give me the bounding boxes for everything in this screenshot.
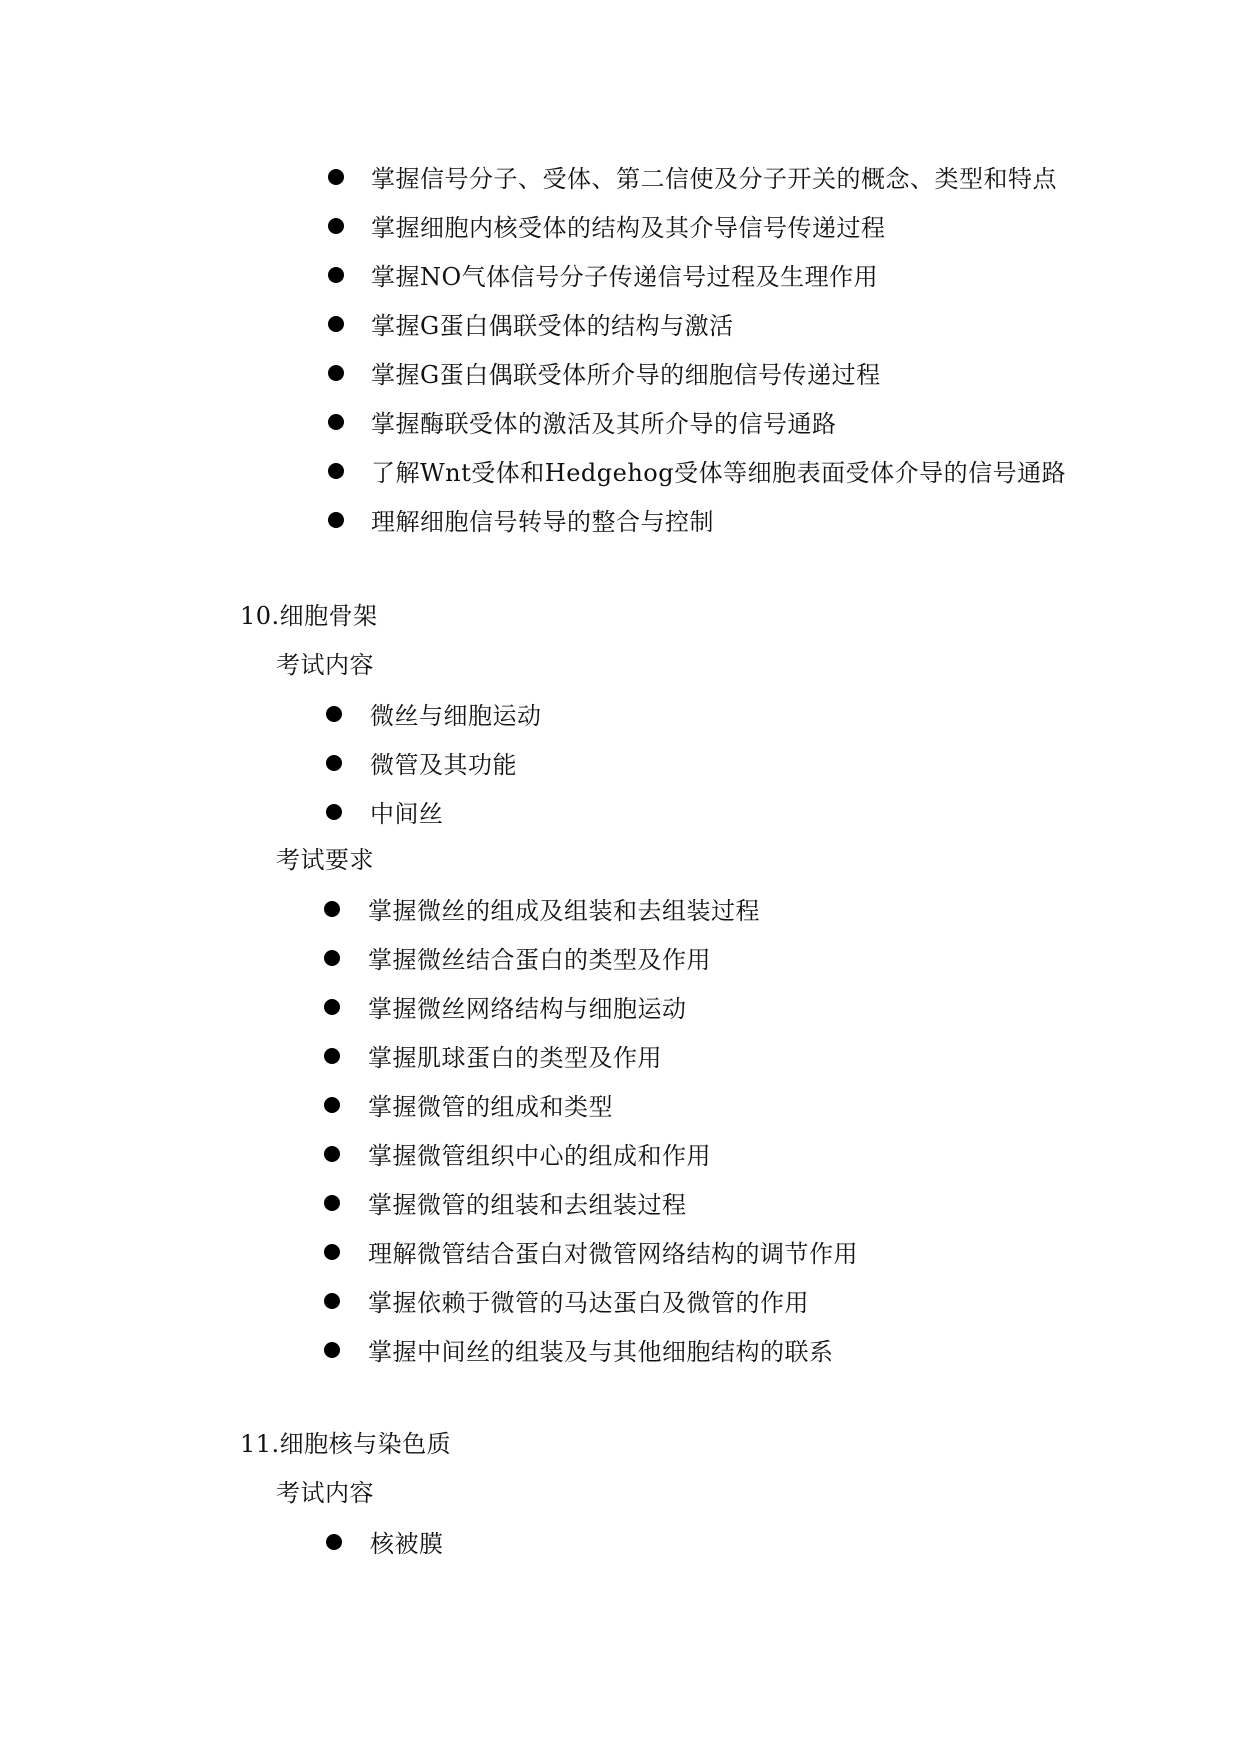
list-item-text: 理解微管结合蛋白对微管网络结构的调节作用: [368, 1240, 858, 1268]
list-item: [0, 348, 1240, 397]
bullet-icon: [324, 1048, 340, 1064]
list-item-text: 理解细胞信号转导的整合与控制: [371, 508, 714, 536]
bullet-icon: [326, 755, 342, 771]
bullet-icon: [326, 706, 342, 722]
list-item: [0, 201, 1240, 250]
list-item: [0, 933, 1240, 982]
bullet-icon: [328, 267, 344, 283]
list-item: [0, 299, 1240, 348]
list-item-text: 核被膜: [370, 1530, 444, 1558]
bullet-icon: [326, 1534, 342, 1550]
bullet-icon: [324, 1146, 340, 1162]
list-item-text: 掌握微管组织中心的组成和作用: [368, 1142, 711, 1170]
bullet-icon: [328, 365, 344, 381]
list-item-text: 微管及其功能: [370, 751, 517, 779]
exam-content-label: 考试内容: [276, 1479, 374, 1507]
list-item: [0, 1031, 1240, 1080]
list-item: [0, 1276, 1240, 1325]
list-item-text: 掌握NO气体信号分子传递信号过程及生理作用: [371, 263, 879, 291]
bullet-icon: [328, 218, 344, 234]
list-item: [0, 689, 1240, 738]
list-item: [0, 1178, 1240, 1227]
bullet-icon: [328, 169, 344, 185]
exam-requirements-label: 考试要求: [276, 846, 374, 874]
list-item: [0, 446, 1240, 495]
bullet-icon: [324, 1342, 340, 1358]
bullet-icon: [324, 950, 340, 966]
list-item: [0, 982, 1240, 1031]
list-item-text: 掌握G蛋白偶联受体所介导的细胞信号传递过程: [371, 361, 881, 389]
bullet-icon: [324, 1195, 340, 1211]
list-item-text: 掌握酶联受体的激活及其所介导的信号通路: [371, 410, 837, 438]
list-item: [0, 738, 1240, 787]
bullet-icon: [328, 512, 344, 528]
list-item-text: 掌握微管的组装和去组装过程: [368, 1191, 687, 1219]
section-title: 10.细胞骨架: [240, 602, 378, 630]
bullet-icon: [324, 999, 340, 1015]
bullet-icon: [324, 1293, 340, 1309]
bullet-icon: [326, 804, 342, 820]
list-item: [0, 787, 1240, 836]
bullet-icon: [328, 414, 344, 430]
list-item-text: 掌握微丝的组成及组装和去组装过程: [368, 897, 760, 925]
list-item: [0, 1129, 1240, 1178]
bullet-icon: [328, 463, 344, 479]
list-item-text: 掌握肌球蛋白的类型及作用: [368, 1044, 662, 1072]
bullet-icon: [328, 316, 344, 332]
list-item: [0, 884, 1240, 933]
exam-content-label: 考试内容: [276, 651, 374, 679]
list-item-text: 掌握依赖于微管的马达蛋白及微管的作用: [368, 1289, 809, 1317]
list-item: [0, 1080, 1240, 1129]
bullet-icon: [324, 1097, 340, 1113]
bullet-icon: [324, 901, 340, 917]
section9-requirements-list: [0, 152, 1240, 544]
section10-content-list: [0, 689, 1240, 836]
list-item-text: 掌握中间丝的组装及与其他细胞结构的联系: [368, 1338, 834, 1366]
section10-requirements-list: [0, 884, 1240, 1374]
bullet-icon: [324, 1244, 340, 1260]
list-item-text: 掌握G蛋白偶联受体的结构与激活: [371, 312, 734, 340]
list-item: [0, 1517, 1240, 1566]
list-item: [0, 397, 1240, 446]
list-item: [0, 1227, 1240, 1276]
list-item: [0, 1325, 1240, 1374]
list-item-text: 微丝与细胞运动: [370, 702, 542, 730]
list-item-text: 掌握微丝网络结构与细胞运动: [368, 995, 687, 1023]
list-item-text: 掌握微管的组成和类型: [368, 1093, 613, 1121]
list-item-text: 掌握微丝结合蛋白的类型及作用: [368, 946, 711, 974]
list-item-text: 掌握信号分子、受体、第二信使及分子开关的概念、类型和特点: [371, 165, 1057, 193]
list-item: [0, 495, 1240, 544]
list-item: [0, 152, 1240, 201]
list-item-text: 了解Wnt受体和Hedgehog受体等细胞表面受体介导的信号通路: [371, 459, 1067, 487]
section-title: 11.细胞核与染色质: [240, 1430, 452, 1458]
list-item-text: 中间丝: [370, 800, 444, 828]
section11-content-list: [0, 1517, 1240, 1566]
list-item: [0, 250, 1240, 299]
list-item-text: 掌握细胞内核受体的结构及其介导信号传递过程: [371, 214, 886, 242]
